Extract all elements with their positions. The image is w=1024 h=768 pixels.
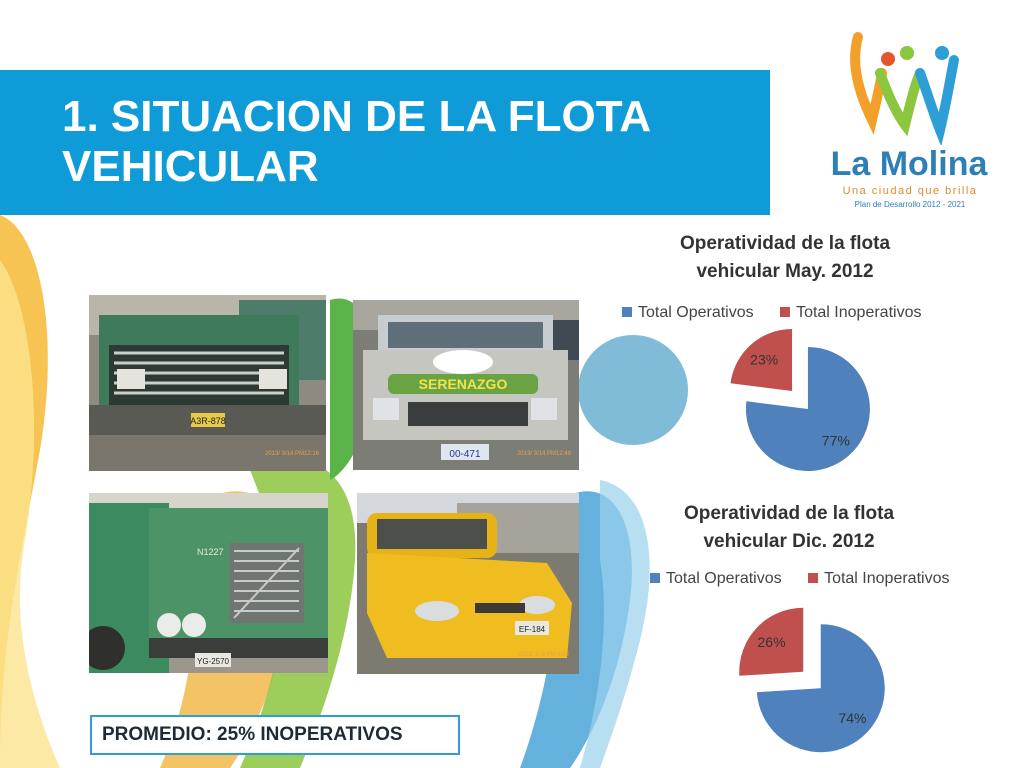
- photo-1-stamp: 2013/ 3/14 PM12:16: [264, 451, 319, 457]
- serenazgo-pickup-photo: [353, 300, 579, 470]
- photo-2-stamp: 2013/ 3/14 PM12:49: [516, 451, 571, 457]
- pie-data-label: 23%: [750, 351, 779, 368]
- truck-number: N1227: [197, 547, 224, 557]
- chart-title: Operatividad de la flota vehicular May. 2012: [679, 233, 891, 282]
- plate-3: YG-2570: [196, 657, 230, 666]
- yellow-taxi-photo: [357, 493, 579, 674]
- logo-plan: Plan de Desarrollo 2012 - 2021: [854, 200, 966, 209]
- photo-4-stamp: 2013/ 3/ 8 PM 6:02: [518, 652, 569, 658]
- plate-4: EF-184: [518, 625, 546, 634]
- pie-plot: [600, 498, 1024, 758]
- la-molina-logo: [810, 25, 1000, 215]
- plate-1: A3R-878: [190, 416, 226, 426]
- logo-figures-icon: [810, 25, 1000, 145]
- pie-data-label: 77%: [821, 432, 850, 449]
- legend-label: Total Inoperativos: [796, 304, 922, 321]
- pie-chart-may-2012: [600, 228, 1000, 478]
- volvo-truck-photo: [89, 493, 328, 673]
- logo-brand: La Molina: [830, 145, 988, 183]
- summary-box: PROMEDIO: 25% INOPERATIVOS: [90, 715, 460, 755]
- pie-plot: [600, 228, 1000, 478]
- title-bar: [0, 70, 770, 215]
- serenazgo-label: SERENAZGO: [418, 376, 508, 392]
- legend-label: Total Operativos: [638, 304, 754, 321]
- green-truck-photo: [89, 295, 326, 471]
- legend-label: Total Operativos: [666, 570, 782, 587]
- plate-2: 00-471: [449, 449, 481, 460]
- pie-chart-dic-2012: [600, 498, 1024, 758]
- chart-title: Operatividad de la flota vehicular Dic. 2012: [683, 503, 895, 552]
- pie-data-label: 74%: [838, 710, 867, 727]
- pie-data-label: 26%: [757, 633, 786, 650]
- logo-tagline: Una ciudad que brilla: [842, 185, 978, 197]
- slide-title: 1. SITUACION DE LA FLOTA VEHICULAR: [62, 92, 650, 191]
- legend-label: Total Inoperativos: [824, 570, 950, 587]
